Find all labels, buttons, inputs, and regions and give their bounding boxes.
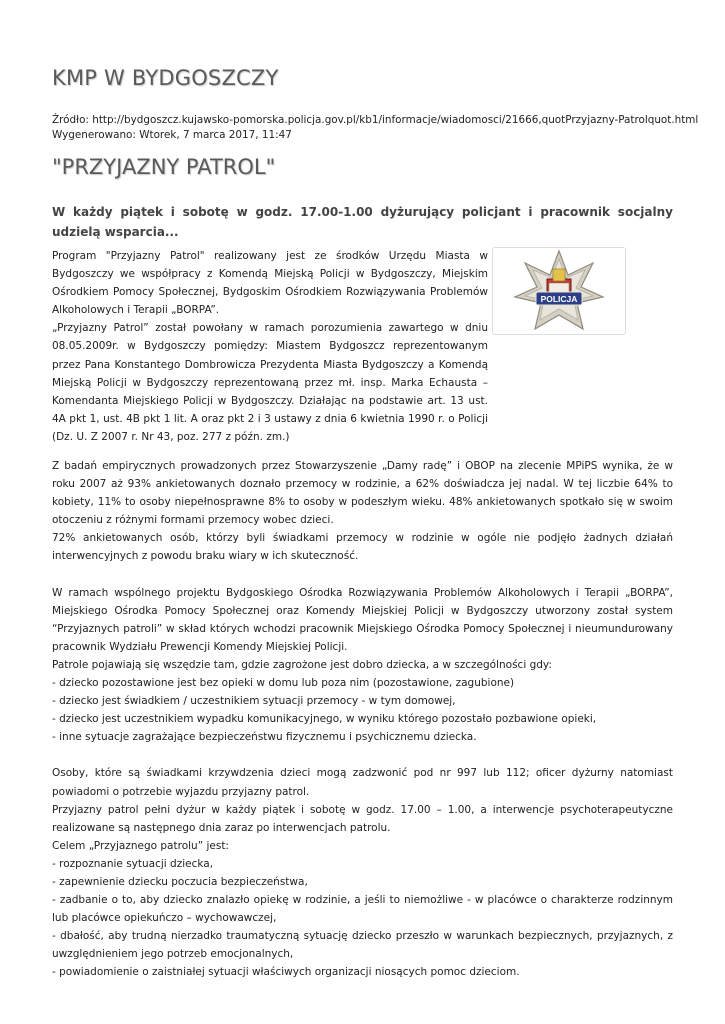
goals-list-item: - powiadomienie o zaistniałej sytuacji właściwych organizacji niosących pomoc dzieciom. bbox=[52, 966, 520, 979]
goals-list-item: - zadbanie o to, aby dziecko znalazło opiekę w rodzinie, a jeśli to niemożliwe - w placówce o charakterze rodzinnym lub placówce opiekuńczo – wychowawczej, bbox=[52, 894, 673, 925]
contact-paragraph: Osoby, które są świadkami krzywdzenia dzieci mogą zadzwonić pod nr 997 lub 112; oficer dyżurny natomiast powiadomi o potrzebie wyjazdu przyjazny patrol. bbox=[52, 767, 673, 798]
project-paragraph: W ramach wspólnego projektu Bydgoskiego Ośrodka Rozwiązywania Problemów Alkoholowych i Terapii „BORPA”, Miejskiego Ośrodka Pomocy Społecznej oraz Komendy Miejskiej Policji w Bydgoszczy utworzony został system “Przyjaznych patroli” w skład których wchodzi pracownik Miejskiego Ośrodka Pomocy Społecznej i nieumundurowany pracownik Wydziału Prewencji Komendy Miejskiej Policji. bbox=[52, 586, 673, 653]
police-logo bbox=[492, 247, 626, 335]
source-url: Źródło: http://bydgoszcz.kujawsko-pomorska.policja.gov.pl/kb1/informacje/wiadomosci/21666,quotPrzyjazny-Patrolquot.html bbox=[52, 114, 699, 126]
survey-paragraph: Z badań empirycznych prowadzonych przez Stowarzyszenie „Damy radę” i OBOP na zlecenie MPiPS wynika, że w roku 2007 aż 93% ankietowanych doznało przemocy w rodzinie, a 62% doświadcza jej nadal. W tej liczbie 64% to kobiety, 11% to osoby niepełnosprawne 8% to osoby w podeszłym wieku. 48% ankietowanych spotkało się w swoim otoczeniu z różnymi formami przemocy wobec dzieci. bbox=[52, 460, 673, 527]
project-list-item: - dziecko jest świadkiem / uczestnikiem sytuacji przemocy - w tym domowej, bbox=[52, 695, 456, 708]
police-star-icon bbox=[513, 249, 605, 335]
article-body bbox=[52, 457, 673, 982]
goals-list-item: - zapewnienie dziecku poczucia bezpieczeństwa, bbox=[52, 875, 308, 888]
intro-section bbox=[52, 247, 488, 446]
intro-paragraph: „Przyjazny Patrol” został powołany w ramach porozumienia zawartego w dniu 08.05.2009r. w Bydgoszczy pomiędzy: Miastem Bydgoszcz reprezentowanym przez Pana Konstantego Dombrowicza Prezydenta Miasta Bydgoszczy a Komendą Miejską Policji w Bydgoszczy reprezentowaną przez mł. insp. Marka Echausta – Komendanta Miejskiego Policji w Bydgoszczy. Działając na podstawie art. 13 ust. 4A pkt 1, ust. 4B pkt 1 lit. A oraz pkt 2 i 3 ustawy z dnia 6 kwietnia 1990 r. o Policji (Dz. U. Z 2007 r. Nr 43, poz. 277 z późn. zm.) bbox=[52, 322, 488, 443]
survey-paragraph: 72% ankietowanych osób, którzy byli świadkami przemocy w rodzinie w ogóle nie podjęło żadnych działań interwencyjnych z powodu braku wiary w ich skuteczność. bbox=[52, 532, 673, 563]
article-title: "PRZYJAZNY PATROL" bbox=[52, 155, 276, 179]
goals-heading: Celem „Przyjaznego patrolu” jest: bbox=[52, 839, 229, 852]
project-paragraph: Patrole pojawiają się wszędzie tam, gdzie zagrożone jest dobro dziecka, a w szczególności gdy: bbox=[52, 658, 552, 671]
intro-paragraph: Program "Przyjazny Patrol" realizowany jest ze środków Urzędu Miasta w Bydgoszczy we współpracy z Komendą Miejską Policji w Bydgoszczy, Miejskim Ośrodkiem Pomocy Społecznej, Bydgoskim Ośrodkiem Rozwiązywania Problemów Alkoholowych i Terapii „BORPA”. bbox=[52, 250, 488, 317]
generated-date: Wygenerowano: Wtorek, 7 marca 2017, 11:47 bbox=[52, 129, 292, 141]
document-meta bbox=[52, 113, 698, 143]
site-title: KMP W BYDGOSZCZY bbox=[52, 66, 279, 90]
article-lead: W każdy piątek i sobotę w godz. 17.00-1.00 dyżurujący policjant i pracownik socjalny udzielą wsparcia... bbox=[52, 205, 673, 239]
goals-list-item: - rozpoznanie sytuacji dziecka, bbox=[52, 857, 214, 870]
contact-paragraph: Przyjazny patrol pełni dyżur w każdy piątek i sobotę w godz. 17.00 – 1.00, a interwencje psychoterapeutyczne realizowane są następnego dnia zaraz po interwencjach patrolu. bbox=[52, 803, 673, 834]
logo-label: POLICJA bbox=[540, 294, 578, 304]
project-list-item: - inne sytuacje zagrażające bezpieczeństwu fizycznemu i psychicznemu dziecka. bbox=[52, 731, 477, 744]
project-list-item: - dziecko jest uczestnikiem wypadku komunikacyjnego, w wyniku którego pozostało pozbawione opieki, bbox=[52, 713, 597, 726]
goals-list-item: - dbałość, aby trudną nierzadko traumatyczną sytuację dziecko przeszło w warunkach bezpiecznych, przyjaznych, z uwzględnieniem jego potrzeb emocjonalnych, bbox=[52, 930, 673, 961]
project-list-item: - dziecko pozostawione jest bez opieki w domu lub poza nim (pozostawione, zagubione) bbox=[52, 677, 515, 690]
